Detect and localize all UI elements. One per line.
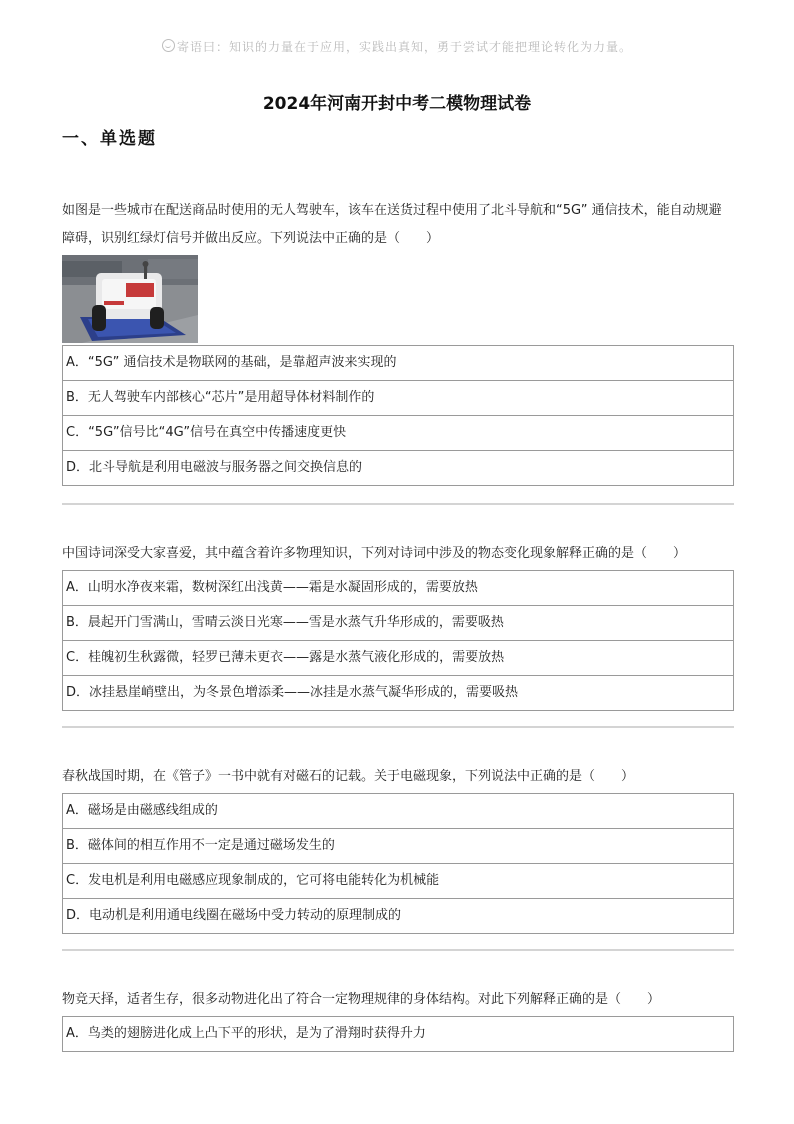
- option-c[interactable]: C．桂魄初生秋露微，轻罗已薄未更衣——露是水蒸气液化形成的，需要放热: [63, 641, 733, 676]
- option-d[interactable]: D．冰挂悬崖峭壁出，为冬景色增添柔——冰挂是水蒸气凝华形成的，需要吸热: [66, 685, 519, 700]
- options-table: [62, 345, 734, 486]
- question-stem: 物竞天择，适者生存，很多动物进化出了符合一定物理规律的身体结构。对此下列解释正确的是（ ）: [62, 992, 661, 1007]
- question-stem: 如图是一些城市在配送商品时使用的无人驾驶车，该车在送货过程中使用了北斗导航和“5G” 通信技术，能自动规避障碍，识别红绿灯信号并做出反应。下列说法中正确的是（ ）: [62, 203, 722, 246]
- option-a[interactable]: A．“5G” 通信技术是物联网的基础，是靠超声波来实现的: [63, 346, 733, 381]
- delivery-vehicle-photo: [62, 255, 198, 343]
- question-4: [62, 986, 734, 1052]
- question-divider: [62, 503, 734, 505]
- smiley-icon: [162, 39, 175, 52]
- option-d[interactable]: D．电动机是利用通电线圈在磁场中受力转动的原理制成的: [66, 908, 402, 923]
- option-d[interactable]: D．北斗导航是利用电磁波与服务器之间交换信息的: [66, 460, 363, 475]
- section-heading: 一、单选题: [62, 129, 157, 149]
- option-b[interactable]: B．无人驾驶车内部核心“芯片”是用超导体材料制作的: [63, 381, 733, 416]
- options-table: [62, 1016, 734, 1052]
- exam-title: 2024年河南开封中考二模物理试卷: [262, 94, 532, 114]
- option-c[interactable]: C．发电机是利用电磁感应现象制成的，它可将电能转化为机械能: [63, 864, 733, 899]
- option-b[interactable]: B．磁体间的相互作用不一定是通过磁场发生的: [63, 829, 733, 864]
- option-a[interactable]: A．磁场是由磁感线组成的: [63, 794, 733, 829]
- question-divider: [62, 726, 734, 728]
- question-stem: 中国诗词深受大家喜爱，其中蕴含着许多物理知识，下列对诗词中涉及的物态变化现象解释正确的是（ ）: [62, 546, 687, 561]
- motto-line: [0, 38, 794, 55]
- option-c[interactable]: C．“5G”信号比“4G”信号在真空中传播速度更快: [63, 416, 733, 451]
- question-2: [62, 540, 734, 711]
- option-b[interactable]: B．晨起开门雪满山，雪晴云淡日光寒——雪是水蒸气升华形成的，需要吸热: [63, 606, 733, 641]
- question-1: [62, 197, 734, 486]
- option-a[interactable]: A．山明水净夜来霜，数树深红出浅黄——霜是水凝固形成的，需要放热: [63, 571, 733, 606]
- question-3: [62, 763, 734, 934]
- options-table: [62, 570, 734, 711]
- option-a[interactable]: A．鸟类的翅膀进化成上凸下平的形状，是为了滑翔时获得升力: [66, 1026, 426, 1041]
- motto-text: 寄语曰：知识的力量在于应用，实践出真知，勇于尝试才能把理论转化为力量。: [176, 40, 632, 54]
- options-table: [62, 793, 734, 934]
- question-divider: [62, 949, 734, 951]
- question-stem: 春秋战国时期，在《管子》一书中就有对磁石的记载。关于电磁现象，下列说法中正确的是（ ）: [62, 769, 635, 784]
